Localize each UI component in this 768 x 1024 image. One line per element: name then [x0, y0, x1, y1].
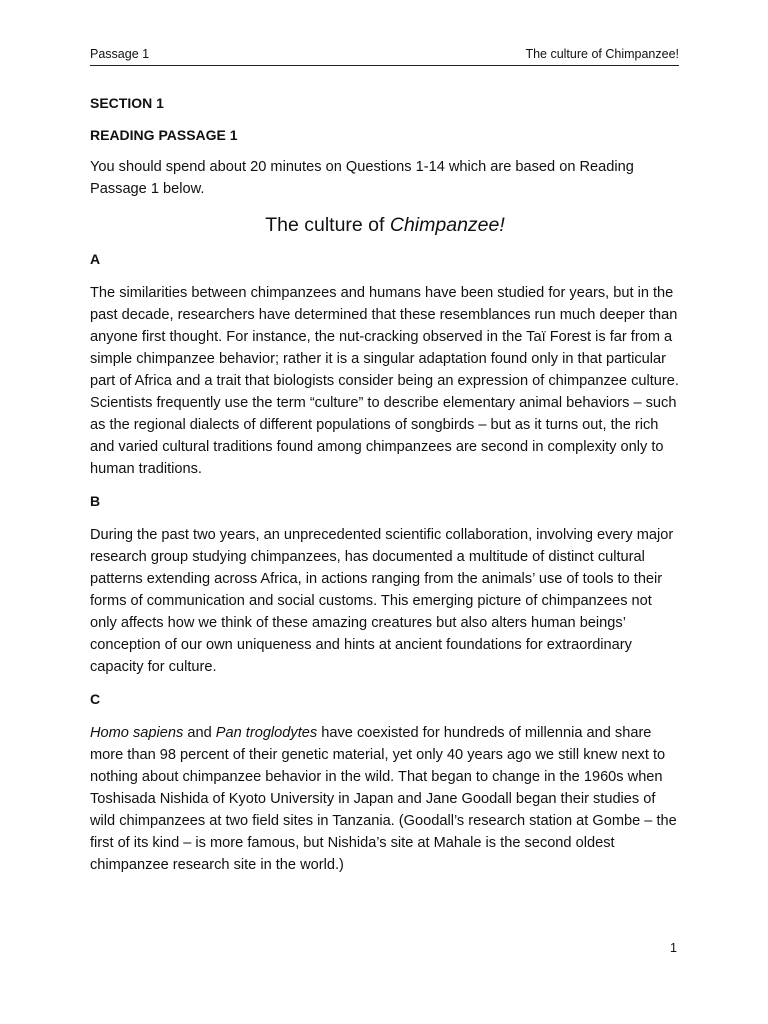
header-right-text: The culture of Chimpanzee!: [525, 47, 679, 61]
paragraph-a: The similarities between chimpanzees and humans have been studied for years, but in the past decade, researchers have determined that these resemblances run much deeper than anyone first thought. For instance, the nut-cracking observed in the Taï Forest is far from a simple chimpanzee behavior; rather it is a singular adaptation found only in that particular part of Africa and a trait that biologists consider being an expression of chimpanzee culture. Scientists frequently use the term “culture” to describe elementary animal behaviors – such as the regional dialects of different populations of songbirds – but as it turns out, the rich and varied cultural traditions found among chimpanzees are second in complexity only to human traditions.: [90, 285, 679, 477]
page-number: 1: [670, 941, 677, 955]
paragraph-c-conjunction: and: [183, 725, 216, 741]
page-content: [90, 92, 680, 876]
header-left-text: Passage 1: [90, 47, 150, 61]
section-heading: SECTION 1: [90, 95, 164, 111]
reading-passage-heading: READING PASSAGE 1: [90, 127, 238, 143]
title-prefix: The culture of: [265, 214, 390, 236]
species-pan-troglodytes: Pan troglodytes: [215, 725, 318, 741]
paragraph-letter-a: A: [90, 251, 101, 267]
page-header: [90, 47, 679, 66]
paragraph-letter-c: C: [90, 691, 101, 707]
paragraph-letter-b: B: [90, 493, 101, 509]
passage-title: [90, 212, 680, 238]
instructions-text: You should spend about 20 minutes on Questions 1-14 which are based on Reading Passage 1 below.: [90, 159, 634, 197]
title-italic: Chimpanzee!: [389, 214, 505, 236]
species-homo-sapiens: Homo sapiens: [90, 725, 184, 741]
paragraph-c: [90, 722, 680, 876]
paragraph-c-body: have coexisted for hundreds of millennia and share more than 98 percent of their genetic material, yet only 40 years ago we still knew next to nothing about chimpanzee behavior in the wild. That began to change in the 1960s when Toshisada Nishida of Kyoto University in Japan and Jane Goodall began their studies of wild chimpanzees at two field sites in Tanzania. (Goodall’s research station at Gombe – the first of its kind – is more famous, but Nishida’s site at Mahale is the second oldest chimpanzee research site in the world.): [90, 725, 677, 873]
paragraph-b: During the past two years, an unprecedented scientific collaboration, involving every major research group studying chimpanzees, has documented a multitude of distinct cultural patterns extending across Africa, in actions ranging from the animals’ use of tools to their forms of communication and social customs. This emerging picture of chimpanzees not only affects how we think of these amazing creatures but also alters human beings’ conception of our own uniqueness and hints at ancient foundations for extraordinary capacity for culture.: [90, 527, 674, 675]
